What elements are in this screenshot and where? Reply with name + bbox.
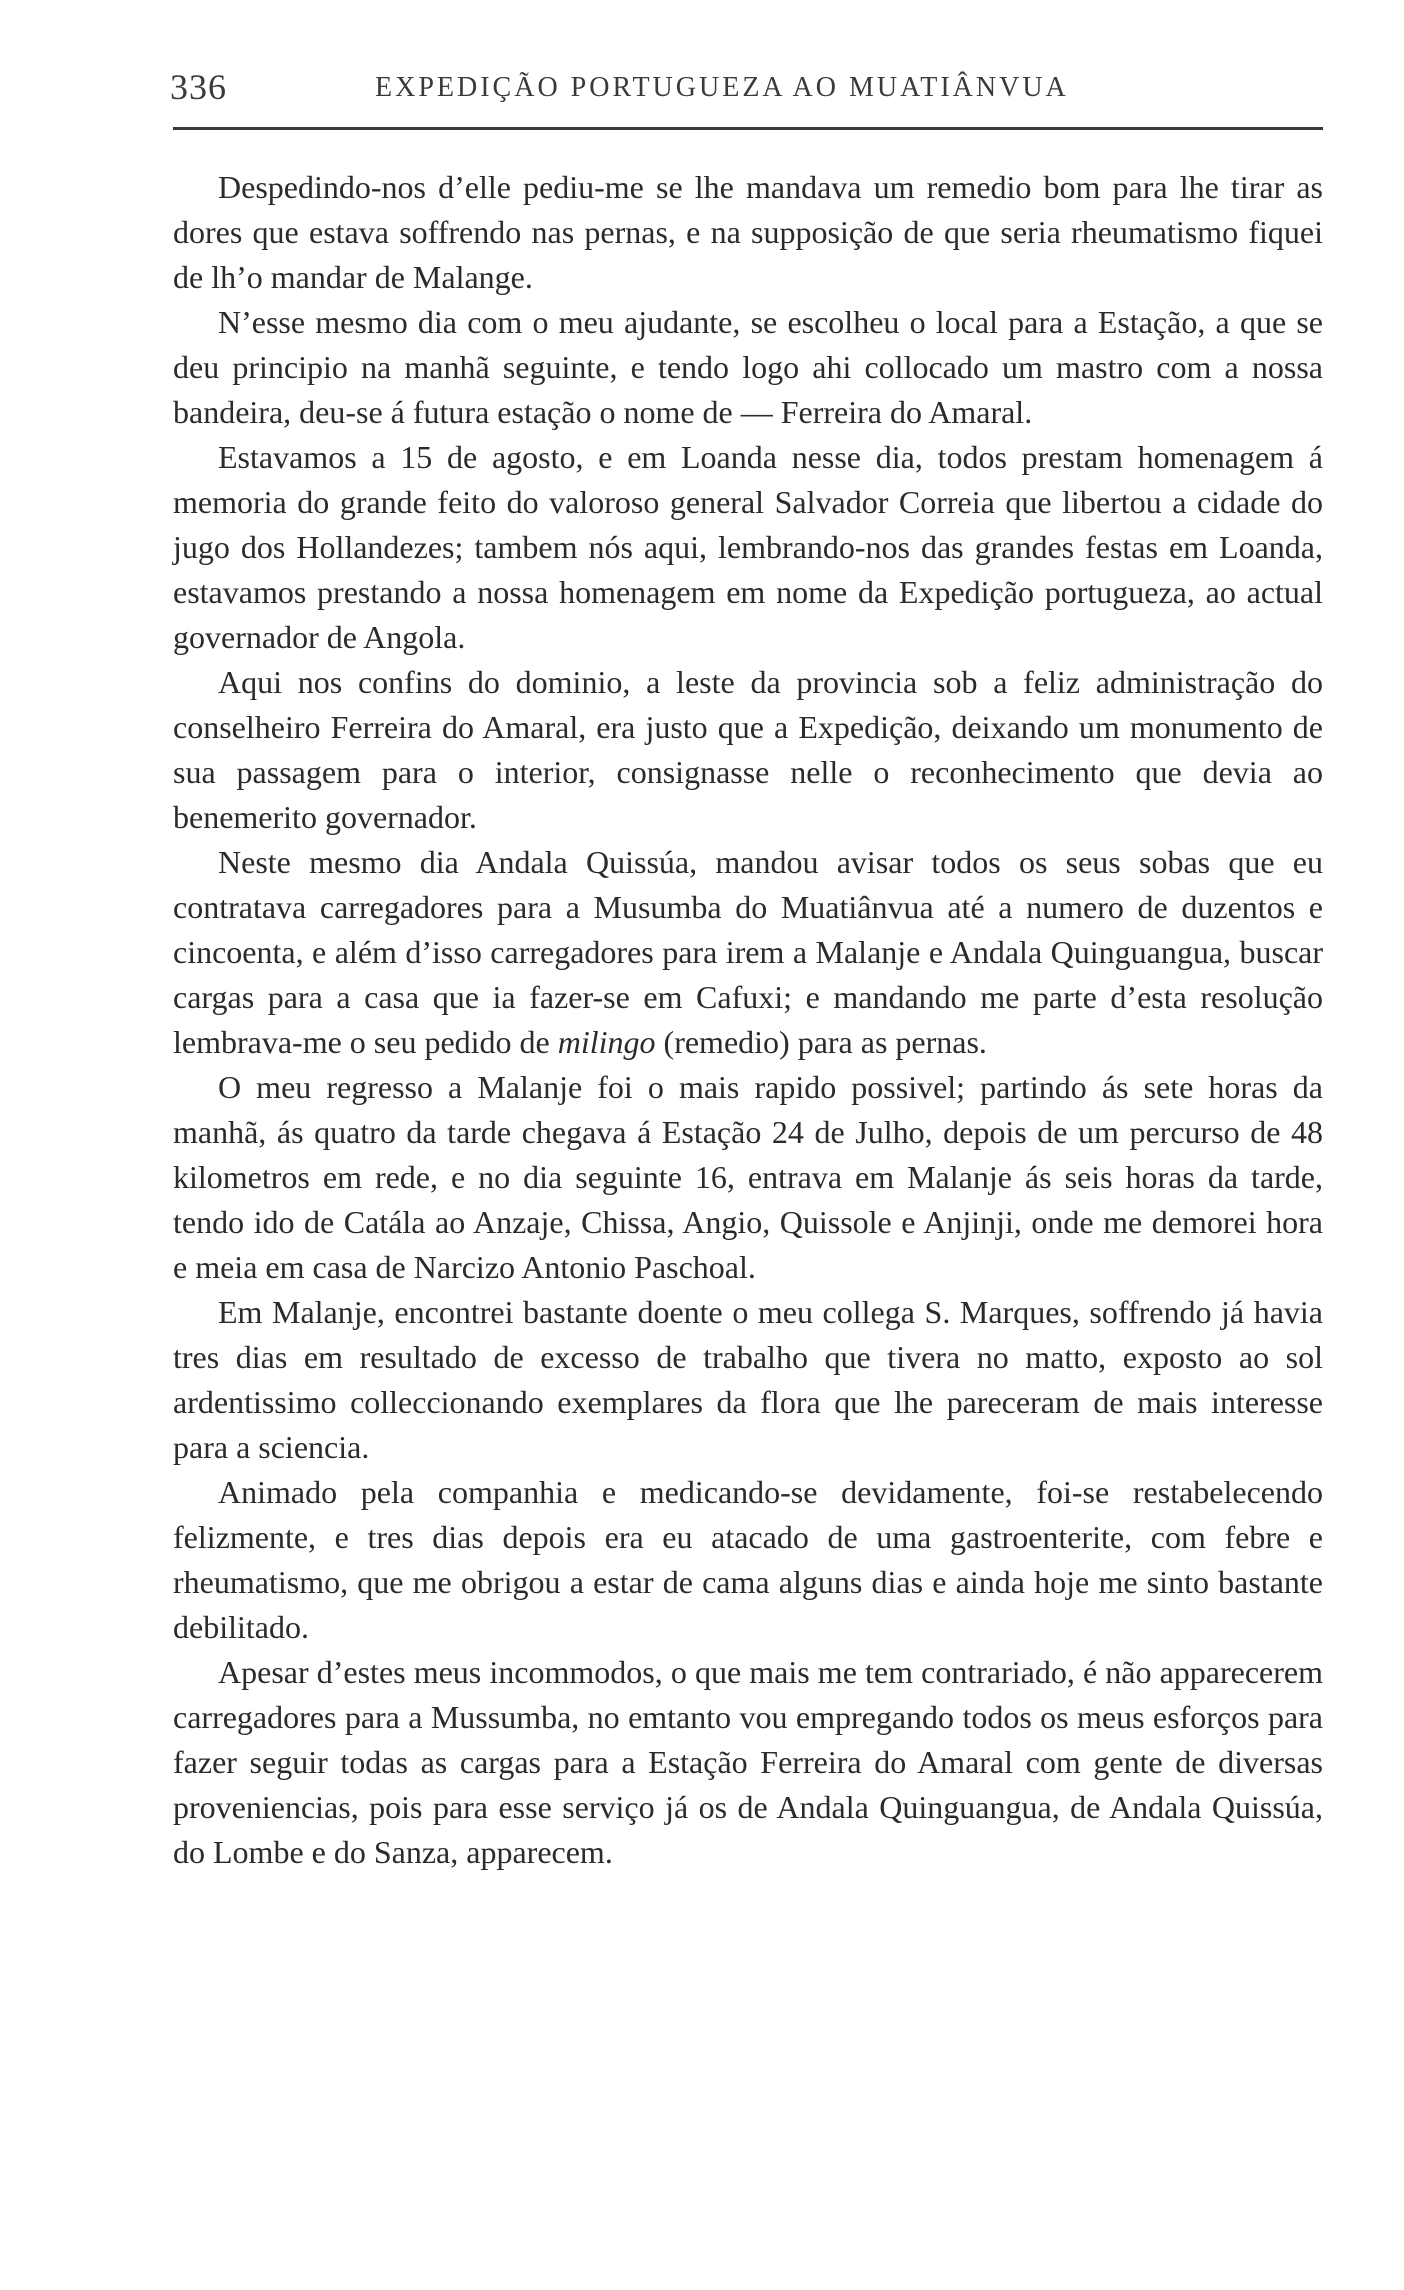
paragraph: Apesar d’estes meus incommodos, o que mais me tem contrariado, é não apparecerem carregadores para a Mussumba, no emtanto vou empregando todos os meus esforços para fazer seguir todas as cargas para a Estação Ferreira do Amaral com gente de diversas proveniencias, pois para esse serviço já os de Andala Quinguangua, de Andala Quissúa, do Lombe e do Sanza, apparecem.	[173, 1654, 1323, 1870]
paragraph	[173, 840, 1323, 1065]
paragraph: Aqui nos confins do dominio, a leste da provincia sob a feliz administração do conselheiro Ferreira do Amaral, era justo que a Expedição, deixando um monumento de sua passagem para o interior, consignasse nelle o reconhecimento que devia ao benemerito governador.	[173, 664, 1323, 835]
paragraph: Animado pela companhia e medicando-se devidamente, foi-se restabelecendo felizmente, e tres dias depois era eu atacado de uma gastroenterite, com febre e rheumatismo, que me obrigou a estar de cama alguns dias e ainda hoje me sinto bastante debilitado.	[173, 1474, 1323, 1645]
paragraph: Em Malanje, encontrei bastante doente o meu collega S. Marques, soffrendo já havia tres dias em resultado de excesso de trabalho que tivera no matto, exposto ao sol ardentissimo colleccionando exemplares da flora que lhe pareceram de mais interesse para a sciencia.	[173, 1294, 1323, 1465]
page-number: 336	[170, 67, 227, 107]
paragraph: Despedindo-nos d’elle pediu-me se lhe mandava um remedio bom para lhe tirar as dores que estava soffrendo nas pernas, e na supposição de que seria rheumatismo fiquei de lh’o mandar de Malange.	[173, 169, 1323, 295]
paragraph-text: Neste mesmo dia Andala Quissúa, mandou avisar todos os seus sobas que eu contratava carregadores para a Musumba do Muatiânvua até a numero de duzentos e cincoenta, e além d’isso carregadores para irem a Malanje e Andala Quinguangua, buscar cargas para a casa que ia fazer-se em Cafuxi; e mandando me parte d’esta resolução lembrava-me o seu pedido de	[173, 844, 1323, 1060]
running-title: EXPEDIÇÃO PORTUGUEZA AO MUATIÂNVUA	[375, 72, 1069, 103]
italic-term: milingo	[557, 1024, 656, 1060]
paragraph-text: (remedio) para as pernas.	[655, 1024, 987, 1060]
paragraph: N’esse mesmo dia com o meu ajudante, se escolheu o local para a Estação, a que se deu principio na manhã seguinte, e tendo logo ahi collocado um mastro com a nossa bandeira, deu-se á futura estação o nome de — Ferreira do Amaral.	[173, 304, 1323, 430]
header-rule	[173, 127, 1323, 130]
paragraph: Estavamos a 15 de agosto, e em Loanda nesse dia, todos prestam homenagem á memoria do grande feito do valoroso general Salvador Correia que libertou a cidade do jugo dos Hollandezes; tambem nós aqui, lembrando-nos das grandes festas em Loanda, estavamos prestando a nossa homenagem em nome da Expedição portugueza, ao actual governador de Angola.	[173, 439, 1323, 655]
page-header	[170, 62, 1320, 112]
paragraph: O meu regresso a Malanje foi o mais rapido possivel; partindo ás sete horas da manhã, ás quatro da tarde chegava á Estação 24 de Julho, depois de um percurso de 48 kilometros em rede, e no dia seguinte 16, entrava em Malanje ás seis horas da tarde, tendo ido de Catála ao Anzaje, Chissa, Angio, Quissole e Anjinji, onde me demorei hora e meia em casa de Narcizo Antonio Paschoal.	[173, 1069, 1323, 1285]
body-text	[173, 165, 1323, 1875]
